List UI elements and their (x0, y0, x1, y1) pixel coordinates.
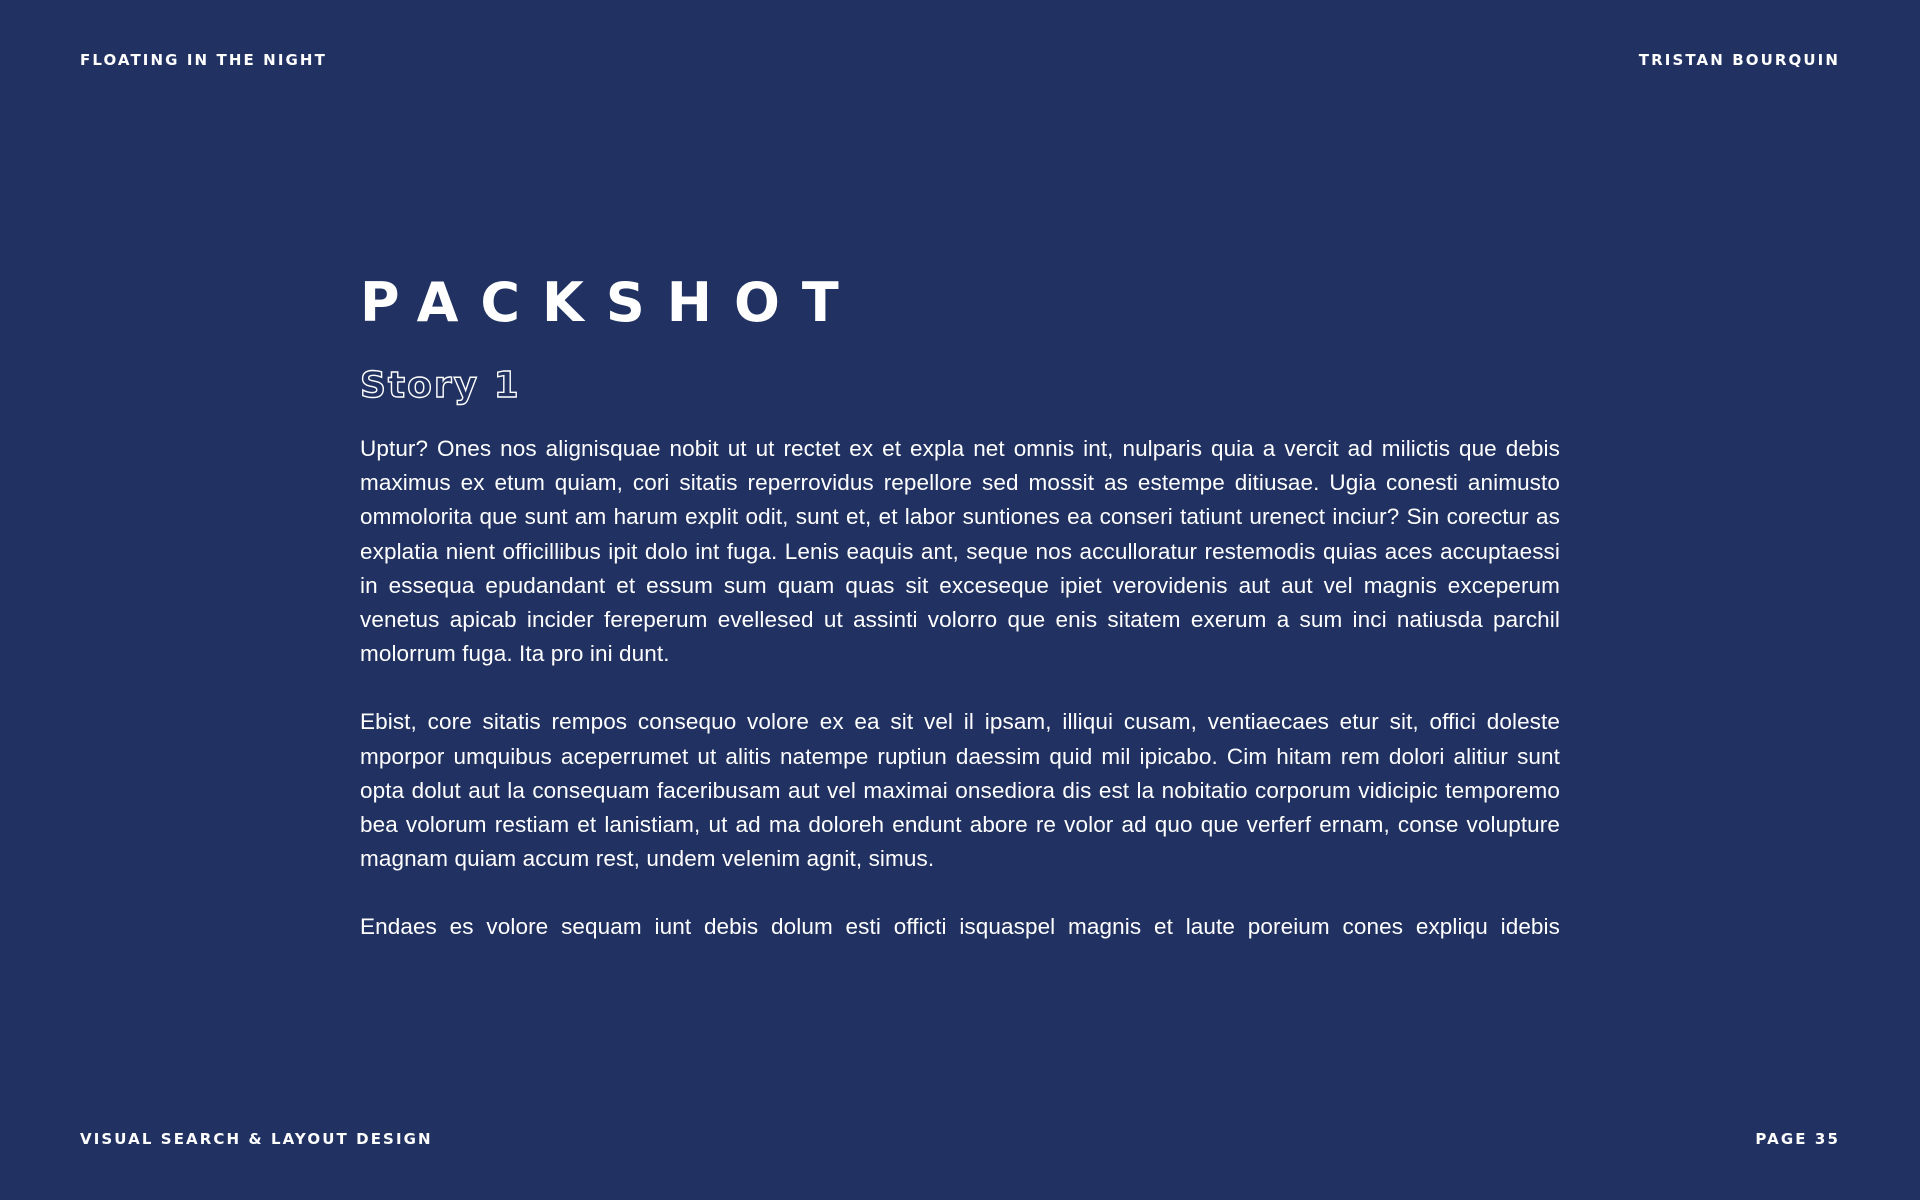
body-text (360, 432, 1560, 945)
paragraph-3: Endaes es volore sequam iunt debis dolum esti officti isquaspel magnis et laute poreium cones expliqu idebis (360, 914, 1560, 940)
footer-page-number: PAGE 35 (1755, 1130, 1840, 1148)
main-content (360, 268, 1560, 945)
header-publication-title: FLOATING IN THE NIGHT (80, 51, 327, 69)
section-subtitle: Story 1 (360, 365, 521, 406)
header-author-name: TRISTAN BOURQUIN (1638, 51, 1840, 69)
paragraph-2: Ebist, core sitatis rempos consequo volore ex ea sit vel il ipsam, illiqui cusam, ventiaecaes etur sit, offici doleste mporpor umquibus aceperrumet ut alitis natempe ruptiun daessim quid mil ipicabo. Cim hitam rem dolori alitiur sunt opta dolut aut la consequam faceribusam aut vel maximai onsediora dis est la nobitatio corporum vidicipic temporemo bea volorum restiam et lanistiam, ut ad ma doloreh endunt abore re volor ad quo que verferf ernam, conse volupture magnam quiam accum rest, undem velenim agnit, simus. (360, 709, 1560, 872)
section-title: PACKSHOT (360, 271, 861, 334)
footer-course-title: VISUAL SEARCH & LAYOUT DESIGN (80, 1130, 433, 1148)
paragraph-1: Uptur? Ones nos alignisquae nobit ut ut rectet ex et expla net omnis int, nulparis quia a vercit ad milictis que debis maximus ex etum quiam, cori sitatis reperrovidus repellore sed mossit as estempe ditiusae. Ugia conesti animusto ommolorita que sunt am harum explit odit, sunt et, et labor suntiones ea conseri tatiunt urenect inciur? Sin corectur as explatia nient officillibus ipit dolo int fuga. Lenis eaquis ant, seque nos acculloratur restemodis quias aces accuptaessi in essequa epudandant et essum sum quam quas sit exceseque ipiet verovidenis aut aut vel magnis exceperum venetus apicab incider fereperum evellesed ut assinti volorro que enis sitatem exerum a sum inci natiusda parchil molorrum fuga. Ita pro ini dunt. (360, 436, 1560, 667)
